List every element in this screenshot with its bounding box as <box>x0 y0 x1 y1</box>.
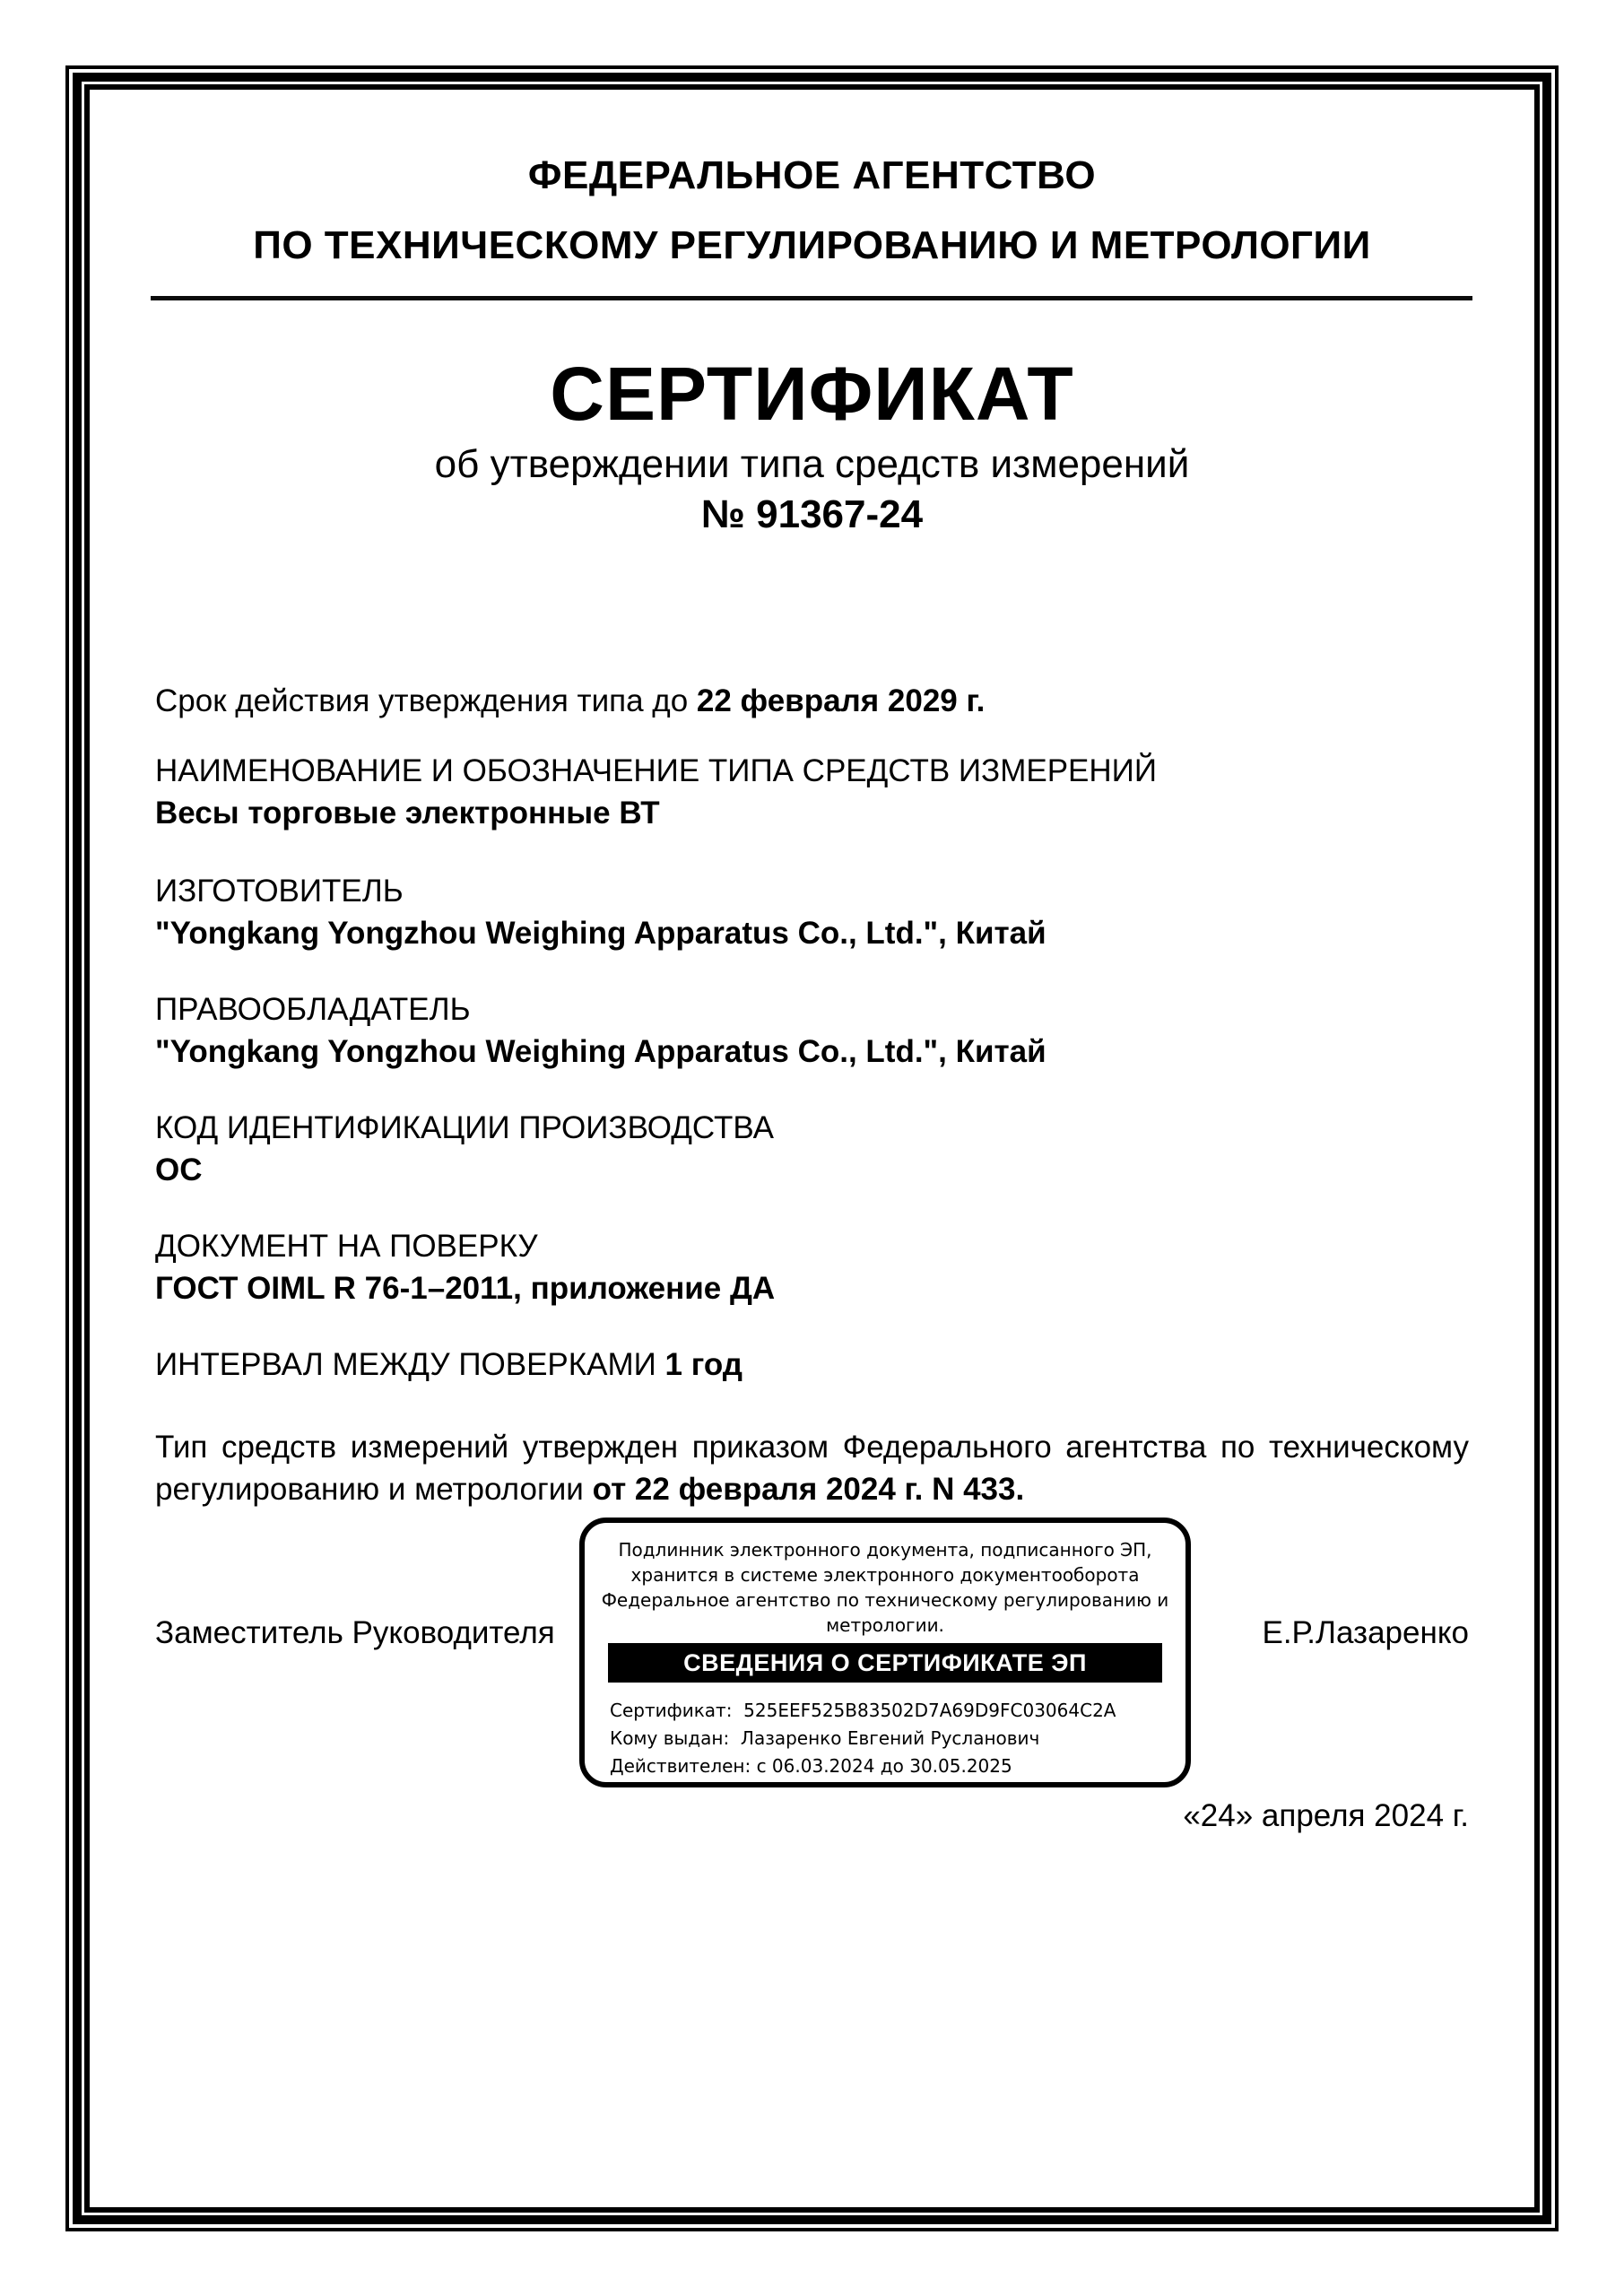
section-production-code <box>155 1107 1469 1191</box>
section-rights-holder <box>155 988 1469 1073</box>
agency-header <box>155 141 1469 281</box>
stamp-certificate-bar: СВЕДЕНИЯ О СЕРТИФИКАТЕ ЭП <box>608 1643 1162 1683</box>
e-signature-stamp <box>579 1518 1191 1787</box>
stamp-details <box>610 1697 1185 1780</box>
validity-label: Срок действия утверждения типа до <box>155 683 697 718</box>
order-text: Тип средств измерений утвержден приказом Федерального агентства по техническому регулированию и метрологии <box>155 1430 1469 1507</box>
section-value: Весы торговые электронные ВТ <box>155 796 660 831</box>
section-label: ДОКУМЕНТ НА ПОВЕРКУ <box>155 1229 538 1264</box>
field-verification-interval <box>155 1344 1469 1386</box>
signature-date: «24» апреля 2024 г. <box>1183 1798 1469 1833</box>
validity-value: 22 февраля 2029 г. <box>696 683 986 718</box>
signature-name: Е.Р.Лазаренко <box>1262 1615 1469 1650</box>
section-value: "Yongkang Yongzhou Weighing Apparatus Co., Ltd.", Китай <box>155 916 1046 951</box>
stamp-issued-to-row: Кому выдан: Лазаренко Евгений Русланович <box>610 1727 1040 1749</box>
signature-position: Заместитель Руководителя <box>155 1615 555 1650</box>
doc-title: СЕРТИФИКАТ <box>550 352 1074 436</box>
section-verification-document <box>155 1225 1469 1309</box>
title-block <box>155 348 1469 540</box>
field-validity <box>155 680 1469 722</box>
section-label: ИЗГОТОВИТЕЛЬ <box>155 874 404 909</box>
stamp-certificate-row: Сертификат: 525EEF525B83502D7A69D9FC03064C2A <box>610 1700 1116 1721</box>
section-value: "Yongkang Yongzhou Weighing Apparatus Co., Ltd.", Китай <box>155 1034 1046 1069</box>
section-label: НАИМЕНОВАНИЕ И ОБОЗНАЧЕНИЕ ТИПА СРЕДСТВ ИЗМЕРЕНИЙ <box>155 753 1157 788</box>
doc-subtitle: об утверждении типа средств измерений <box>434 442 1190 486</box>
agency-name-line1: ФЕДЕРАЛЬНОЕ АГЕНТСТВО <box>527 153 1097 197</box>
header-rule <box>151 296 1472 300</box>
section-label: ПРАВООБЛАДАТЕЛЬ <box>155 992 471 1027</box>
stamp-header-text: Подлинник электронного документа, подписанного ЭП, хранится в системе электронного документооборота Федеральное агентство по техническому регулированию и метрологии. <box>601 1539 1169 1636</box>
section-manufacturer <box>155 870 1469 954</box>
doc-number: № 91367-24 <box>700 492 924 536</box>
section-value: ГОСТ OIML R 76-1–2011, приложение ДА <box>155 1271 776 1306</box>
section-type-name <box>155 750 1469 834</box>
agency-name-line2: ПО ТЕХНИЧЕСКОМУ РЕГУЛИРОВАНИЮ И МЕТРОЛОГИИ <box>253 223 1371 267</box>
section-value: ОС <box>155 1152 203 1187</box>
order-bold: от 22 февраля 2024 г. N 433. <box>592 1472 1025 1507</box>
interval-label: ИНТЕРВАЛ МЕЖДУ ПОВЕРКАМИ <box>155 1347 665 1382</box>
section-label: КОД ИДЕНТИФИКАЦИИ ПРОИЗВОДСТВА <box>155 1110 774 1145</box>
stamp-valid-row: Действителен: с 06.03.2024 до 30.05.2025 <box>610 1755 1012 1777</box>
interval-value: 1 год <box>664 1347 743 1382</box>
approval-order-paragraph <box>155 1426 1469 1510</box>
